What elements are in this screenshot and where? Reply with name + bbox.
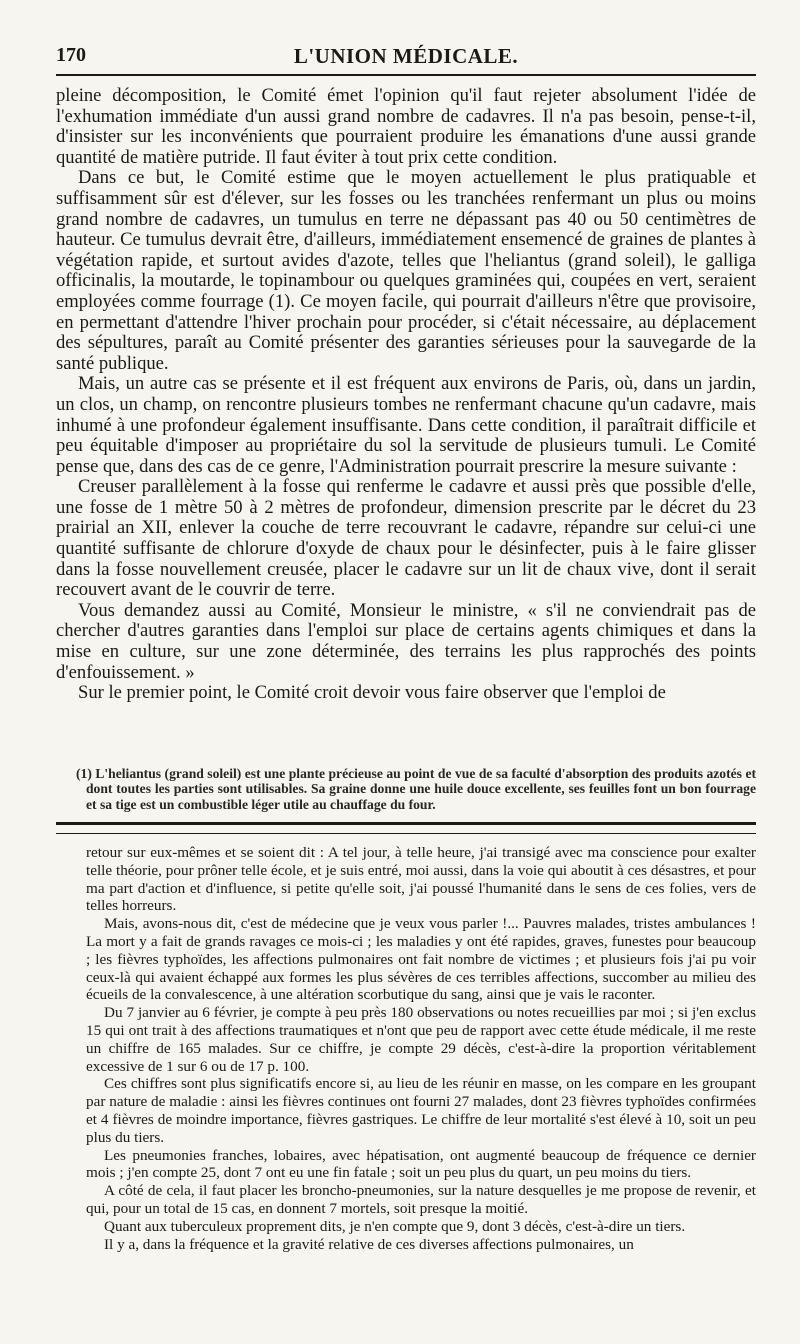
paragraph: Les pneumonies franches, lobaires, avec hépatisation, ont augmenté beaucoup de fréquence ce dernier mois ; j'en compte 25, dont 7 ont eu une fin fatale ; soit un peu plus du quart, un peu moins du tiers. — [86, 1146, 756, 1182]
paragraph: Mais, un autre cas se présente et il est fréquent aux environs de Paris, où, dans un jardin, un clos, un champ, on rencontre plusieurs tombes ne renfermant chacune qu'un cadavre, mais inhumé à une profondeur également insuffisante. Dans cette condition, il paraîtrait difficile et peu équitable d'imposer au propriétaire du sol la servitude de plusieurs tumuli. Le Comité pense que, dans des cas de ce genre, l'Administration pourrait prescrire la mesure suivante : — [56, 373, 756, 477]
page-header — [56, 40, 756, 76]
paragraph: pleine décomposition, le Comité émet l'opinion qu'il faut rejeter absolument l'idée de l'exhumation immédiate d'un aussi grand nombre de cadavres. Il n'a pas besoin, pense-t-il, d'insister sur les inconvénients que pourraient produire les émanations d'une aussi grande quantité de matière putride. Il faut éviter à tout prix cette condition. — [56, 85, 756, 168]
paragraph: Du 7 janvier au 6 février, je compte à peu près 180 observations ou notes recueillies par moi ; si j'en exclus 15 qui ont trait à des affections traumatiques et n'ont que peu de rapport avec cette étude médicale, il me reste un chiffre de 165 malades. Sur ce chiffre, je compte 29 décès, c'est-à-dire la proportion véritablement excessive de 1 sur 6 ou de 17 p. 100. — [86, 1004, 756, 1075]
feuilleton-text — [86, 844, 756, 1253]
paragraph: Creuser parallèlement à la fosse qui renferme le cadavre et aussi près que possible d'elle, une fosse de 1 mètre 50 à 2 mètres de profondeur, dimension prescrite par le décret du 23 prairial an XII, enlever la couche de terre recouvrant le cadavre, répandre sur celui-ci une quantité suffisante de chlorure d'oxyde de chaux pour le désinfecter, puis à le faire glisser dans la fosse nouvellement creusée, placer le cadavre sur un lit de chaux vive, dont il serait recouvert avant de le couvrir de terre. — [56, 476, 756, 601]
section-divider — [56, 822, 756, 834]
paragraph: Sur le premier point, le Comité croit devoir vous faire observer que l'emploi de — [78, 682, 666, 704]
main-article-text — [56, 86, 756, 704]
paragraph: Vous demandez aussi au Comité, Monsieur le ministre, « s'il ne conviendrait pas de chercher d'autres garanties dans l'emploi sur place de certains agents chimiques et dans la mise en culture, sur une zone déterminée, des terrains les plus rapprochés des points d'enfouissement. » — [56, 599, 756, 683]
paragraph: Il y a, dans la fréquence et la gravité relative de ces diverses affections pulmonaires, un — [104, 1235, 634, 1253]
paragraph: retour sur eux-mêmes et se soient dit : A tel jour, à telle heure, j'ai transigé avec ma conscience pour exalter telle théorie, pour prôner telle école, et je suis entré, moi aussi, dans la voie qui aboutit à ces désastres, et pour ma part d'action et d'influence, si petite qu'elle soit, j'ai poussé l'humanité dans le sens de ces folies, vers de telles horreurs. — [86, 844, 756, 915]
running-title: L'UNION MÉDICALE. — [293, 44, 519, 68]
paragraph: Dans ce but, le Comité estime que le moyen actuellement le plus pratiquable et suffisamment sûr est d'élever, sur les fosses ou les tranchées renfermant un plus ou moins grand nombre de cadavres, un tumulus en terre ne dépassant pas 40 ou 50 centimètres de hauteur. Ce tumulus devrait être, d'ailleurs, immédiatement ensemencé de graines de plantes à végétation rapide, et surtout avides d'azote, telles que l'heliantus (grand soleil), le galliga officinalis, la moutarde, le topinambour ou quelques graminées qui, coupées en vert, seraient employées comme fourrage (1). Ce moyen facile, qui pourrait d'ailleurs n'être que provisoire, en permettant d'attendre l'hiver prochain pour procéder, si c'était nécessaire, au déplacement des sépultures, paraît au Comité présenter des garanties sérieuses pour la sauvegarde de la santé publique. — [56, 167, 756, 374]
page-number: 170 — [56, 44, 86, 66]
paragraph: Quant aux tuberculeux proprement dits, je n'en compte que 9, dont 3 décès, c'est-à-dire un tiers. — [104, 1217, 686, 1235]
footnote — [76, 766, 756, 812]
paragraph: Ces chiffres sont plus significatifs encore si, au lieu de les réunir en masse, on les compare en les groupant par nature de maladie : ainsi les fièvres continues ont fourni 27 malades, dont 23 fièvres typhoïdes confirmées et 4 fièvres de moindre importance, fièvres gastriques. Le chiffre de leur mortalité s'est élevé à 10, soit un peu plus du tiers. — [86, 1075, 756, 1146]
paragraph: A côté de cela, il faut placer les broncho-pneumonies, sur la nature desquelles je me propose de revenir, et qui, pour un total de 15 cas, en donnent 7 mortels, soit presque la moitié. — [86, 1182, 756, 1217]
footnote-text: (1) L'heliantus (grand soleil) est une plante précieuse au point de vue de sa faculté d'absorption des produits azotés et dont toutes les parties sont utilisables. Sa graine donne une huile douce excellente, ses feuilles font un bon fourrage et sa tige est un combustible léger utile au chauffage du four. — [76, 766, 756, 812]
paragraph: Mais, avons-nous dit, c'est de médecine que je veux vous parler !... Pauvres malades, tristes ambulances ! La mort y a fait de grands ravages ce mois-ci ; les maladies y ont été rapides, graves, funestes pour beaucoup ; les fièvres typhoïdes, les affections pulmonaires ont fait nombre de victimes ; et plusieurs fois j'ai pu voir ceux-là qui avaient échappé aux formes les plus sévères de ces terribles affections, succomber au milieu des écueils de la convalescence, à une altération scorbutique du sang, ainsi que je vais le raconter. — [86, 915, 756, 1004]
